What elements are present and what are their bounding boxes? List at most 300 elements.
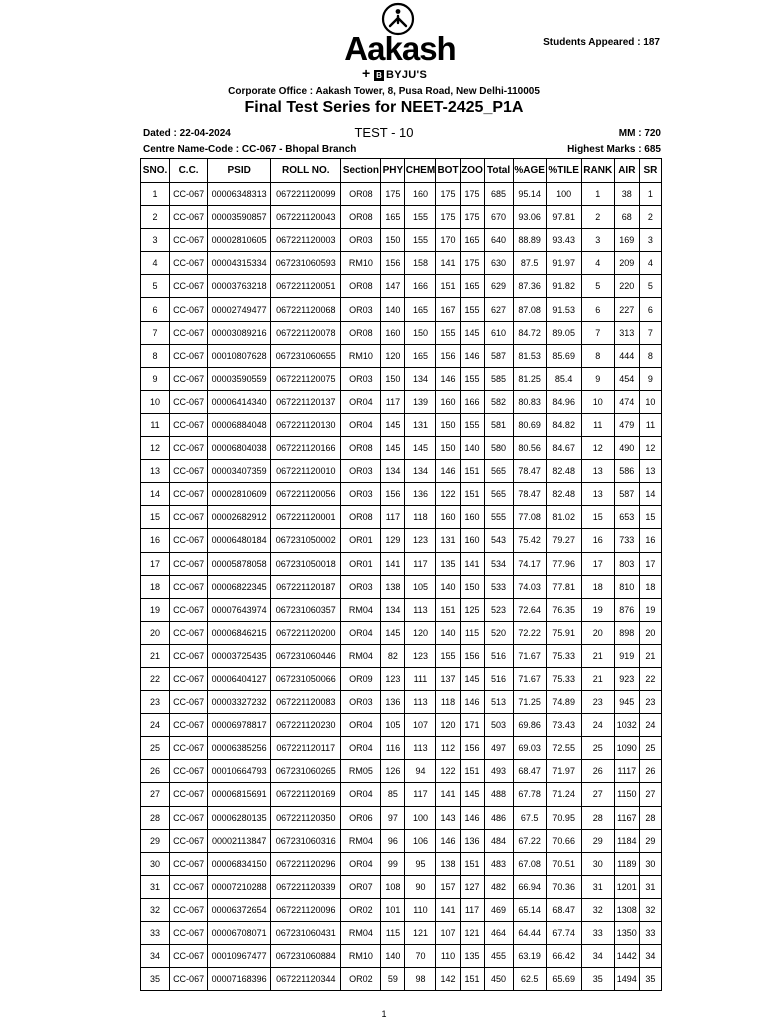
table-cell: 70.66 xyxy=(546,829,581,852)
table-cell: 27 xyxy=(639,783,661,806)
table-row xyxy=(141,483,662,506)
table-cell: 166 xyxy=(460,390,484,413)
table-cell: 26 xyxy=(639,760,661,783)
table-cell: 1117 xyxy=(614,760,639,783)
table-cell: OR04 xyxy=(341,413,381,436)
table-cell: 067231050002 xyxy=(271,529,341,552)
table-cell: CC-067 xyxy=(170,806,208,829)
table-cell: 067221120166 xyxy=(271,437,341,460)
table-cell: 156 xyxy=(381,252,405,275)
table-cell: 00006414340 xyxy=(208,390,271,413)
table-cell: 84.96 xyxy=(546,390,581,413)
column-header: PHY xyxy=(381,159,405,183)
table-cell: RM04 xyxy=(341,829,381,852)
table-cell: OR03 xyxy=(341,460,381,483)
column-header: SNO. xyxy=(141,159,170,183)
table-cell: 134 xyxy=(381,460,405,483)
table-cell: 146 xyxy=(460,691,484,714)
table-cell: OR08 xyxy=(341,206,381,229)
table-cell: 00003725435 xyxy=(208,644,271,667)
test-number: TEST - 10 xyxy=(354,125,414,140)
table-cell: 10 xyxy=(581,390,614,413)
table-cell: CC-067 xyxy=(170,575,208,598)
table-cell: 00003089216 xyxy=(208,321,271,344)
table-cell: OR03 xyxy=(341,367,381,390)
table-cell: 68.47 xyxy=(546,898,581,921)
table-cell: CC-067 xyxy=(170,737,208,760)
table-cell: RM04 xyxy=(341,644,381,667)
table-cell: 629 xyxy=(484,275,513,298)
table-cell: 138 xyxy=(436,852,460,875)
table-cell: 067221120096 xyxy=(271,898,341,921)
table-cell: 94 xyxy=(405,760,436,783)
table-cell: 13 xyxy=(581,483,614,506)
table-cell: 490 xyxy=(614,437,639,460)
table-cell: CC-067 xyxy=(170,437,208,460)
table-cell: 067231050018 xyxy=(271,552,341,575)
table-cell: 121 xyxy=(460,922,484,945)
table-cell: RM10 xyxy=(341,252,381,275)
table-cell: 71.25 xyxy=(513,691,546,714)
table-cell: CC-067 xyxy=(170,506,208,529)
table-cell: 146 xyxy=(436,829,460,852)
table-cell: 1308 xyxy=(614,898,639,921)
table-cell: 00003590559 xyxy=(208,367,271,390)
table-cell: 71.24 xyxy=(546,783,581,806)
table-cell: 75.91 xyxy=(546,621,581,644)
table-cell: 474 xyxy=(614,390,639,413)
table-cell: 22 xyxy=(639,667,661,690)
table-cell: 18 xyxy=(581,575,614,598)
table-cell: 27 xyxy=(141,783,170,806)
table-cell: 00006815691 xyxy=(208,783,271,806)
table-cell: 8 xyxy=(639,344,661,367)
table-cell: 96 xyxy=(381,829,405,852)
table-cell: 151 xyxy=(460,760,484,783)
table-cell: 13 xyxy=(141,460,170,483)
table-cell: OR01 xyxy=(341,529,381,552)
table-cell: RM05 xyxy=(341,760,381,783)
table-row xyxy=(141,390,662,413)
table-cell: 67.78 xyxy=(513,783,546,806)
table-cell: 91.97 xyxy=(546,252,581,275)
table-cell: CC-067 xyxy=(170,968,208,991)
table-cell: 523 xyxy=(484,598,513,621)
table-cell: 11 xyxy=(141,413,170,436)
table-cell: 898 xyxy=(614,621,639,644)
table-cell: 067231050066 xyxy=(271,667,341,690)
table-cell: 2 xyxy=(141,206,170,229)
table-cell: 26 xyxy=(581,760,614,783)
table-cell: 95 xyxy=(405,852,436,875)
table-cell: 105 xyxy=(381,714,405,737)
table-cell: CC-067 xyxy=(170,413,208,436)
table-cell: 146 xyxy=(436,367,460,390)
table-cell: 160 xyxy=(460,529,484,552)
table-cell: 120 xyxy=(381,344,405,367)
table-row xyxy=(141,413,662,436)
table-cell: 66.42 xyxy=(546,945,581,968)
table-cell: CC-067 xyxy=(170,552,208,575)
table-cell: OR08 xyxy=(341,275,381,298)
table-cell: 129 xyxy=(381,529,405,552)
table-cell: 79.27 xyxy=(546,529,581,552)
table-cell: 135 xyxy=(460,945,484,968)
column-header: Section xyxy=(341,159,381,183)
table-cell: 26 xyxy=(141,760,170,783)
table-row xyxy=(141,922,662,945)
table-cell: 64.44 xyxy=(513,922,546,945)
table-cell: 74.17 xyxy=(513,552,546,575)
table-cell: 87.36 xyxy=(513,275,546,298)
table-cell: 63.19 xyxy=(513,945,546,968)
table-cell: 24 xyxy=(581,714,614,737)
table-cell: CC-067 xyxy=(170,783,208,806)
table-cell: 75.33 xyxy=(546,667,581,690)
table-cell: OR09 xyxy=(341,667,381,690)
table-cell: 1350 xyxy=(614,922,639,945)
table-row xyxy=(141,898,662,921)
table-cell: 150 xyxy=(436,437,460,460)
table-cell: 17 xyxy=(639,552,661,575)
table-cell: 14 xyxy=(639,483,661,506)
table-cell: 145 xyxy=(460,667,484,690)
table-cell: 89.05 xyxy=(546,321,581,344)
table-cell: CC-067 xyxy=(170,321,208,344)
table-cell: 151 xyxy=(460,483,484,506)
table-cell: 107 xyxy=(436,922,460,945)
table-cell: 97.81 xyxy=(546,206,581,229)
table-cell: 155 xyxy=(405,229,436,252)
table-cell: 9 xyxy=(141,367,170,390)
table-cell: 113 xyxy=(405,691,436,714)
page-number: 1 xyxy=(381,1009,387,1019)
table-cell: 00006348313 xyxy=(208,183,271,206)
table-cell: CC-067 xyxy=(170,252,208,275)
table-cell: 147 xyxy=(381,275,405,298)
table-cell: 85.4 xyxy=(546,367,581,390)
table-cell: 156 xyxy=(436,344,460,367)
table-cell: 101 xyxy=(381,898,405,921)
table-cell: 12 xyxy=(581,437,614,460)
table-cell: OR04 xyxy=(341,714,381,737)
table-cell: 444 xyxy=(614,344,639,367)
table-cell: 77.08 xyxy=(513,506,546,529)
table-cell: 76.35 xyxy=(546,598,581,621)
table-cell: 67.22 xyxy=(513,829,546,852)
table-cell: 134 xyxy=(381,598,405,621)
table-cell: 15 xyxy=(581,506,614,529)
table-cell: 97 xyxy=(381,806,405,829)
table-cell: OR08 xyxy=(341,506,381,529)
table-cell: CC-067 xyxy=(170,229,208,252)
table-cell: 29 xyxy=(141,829,170,852)
table-cell: 165 xyxy=(405,298,436,321)
column-header: BOT xyxy=(436,159,460,183)
table-cell: 00006708071 xyxy=(208,922,271,945)
table-cell: 146 xyxy=(460,344,484,367)
table-cell: 516 xyxy=(484,644,513,667)
table-cell: 38 xyxy=(614,183,639,206)
table-cell: 733 xyxy=(614,529,639,552)
table-cell: 135 xyxy=(436,552,460,575)
table-cell: 25 xyxy=(639,737,661,760)
table-cell: 166 xyxy=(405,275,436,298)
table-cell: 067221120200 xyxy=(271,621,341,644)
table-cell: 150 xyxy=(405,321,436,344)
table-row xyxy=(141,252,662,275)
table-cell: 127 xyxy=(460,875,484,898)
table-row xyxy=(141,621,662,644)
results-table-body xyxy=(141,183,662,991)
table-cell: 23 xyxy=(639,691,661,714)
logo-plus: + xyxy=(362,65,371,81)
table-cell: OR04 xyxy=(341,621,381,644)
table-cell: 00002682912 xyxy=(208,506,271,529)
table-cell: 139 xyxy=(405,390,436,413)
table-cell: 160 xyxy=(436,390,460,413)
table-cell: 134 xyxy=(405,367,436,390)
table-cell: OR03 xyxy=(341,298,381,321)
table-cell: 464 xyxy=(484,922,513,945)
table-cell: 160 xyxy=(460,506,484,529)
table-cell: 151 xyxy=(460,968,484,991)
table-cell: 067221120137 xyxy=(271,390,341,413)
table-cell: 067221120117 xyxy=(271,737,341,760)
table-cell: 28 xyxy=(141,806,170,829)
column-header: CHEM xyxy=(405,159,436,183)
table-cell: 455 xyxy=(484,945,513,968)
table-cell: 1494 xyxy=(614,968,639,991)
table-cell: 141 xyxy=(460,552,484,575)
table-cell: 68 xyxy=(614,206,639,229)
column-header: RANK xyxy=(581,159,614,183)
table-cell: 1150 xyxy=(614,783,639,806)
table-cell: 067221120169 xyxy=(271,783,341,806)
table-cell: CC-067 xyxy=(170,183,208,206)
table-cell: 067231060446 xyxy=(271,644,341,667)
table-cell: 067231060265 xyxy=(271,760,341,783)
table-cell: 587 xyxy=(484,344,513,367)
table-cell: 33 xyxy=(141,922,170,945)
table-cell: 00003407359 xyxy=(208,460,271,483)
table-cell: 121 xyxy=(405,922,436,945)
table-cell: 115 xyxy=(381,922,405,945)
table-cell: 91.53 xyxy=(546,298,581,321)
table-cell: 150 xyxy=(381,229,405,252)
table-cell: 95.14 xyxy=(513,183,546,206)
table-cell: 156 xyxy=(460,737,484,760)
table-cell: 100 xyxy=(546,183,581,206)
table-cell: 00003763218 xyxy=(208,275,271,298)
table-cell: 30 xyxy=(639,852,661,875)
table-cell: 150 xyxy=(460,575,484,598)
table-cell: 123 xyxy=(405,644,436,667)
table-cell: 77.81 xyxy=(546,575,581,598)
table-cell: 1201 xyxy=(614,875,639,898)
table-cell: OR04 xyxy=(341,737,381,760)
table-cell: 486 xyxy=(484,806,513,829)
table-cell: 067221120051 xyxy=(271,275,341,298)
table-cell: 00006804038 xyxy=(208,437,271,460)
table-cell: CC-067 xyxy=(170,529,208,552)
table-cell: 1184 xyxy=(614,829,639,852)
table-cell: 145 xyxy=(381,437,405,460)
table-cell: 670 xyxy=(484,206,513,229)
table-row xyxy=(141,852,662,875)
table-cell: CC-067 xyxy=(170,898,208,921)
table-cell: 067221120056 xyxy=(271,483,341,506)
table-cell: 00002810605 xyxy=(208,229,271,252)
table-cell: 00006834150 xyxy=(208,852,271,875)
table-cell: RM10 xyxy=(341,945,381,968)
table-cell: 151 xyxy=(436,275,460,298)
table-cell: 138 xyxy=(381,575,405,598)
table-cell: 582 xyxy=(484,390,513,413)
table-cell: 81.02 xyxy=(546,506,581,529)
table-cell: 167 xyxy=(436,298,460,321)
table-cell: 34 xyxy=(581,945,614,968)
table-cell: 067221120187 xyxy=(271,575,341,598)
table-cell: 00006404127 xyxy=(208,667,271,690)
table-cell: 11 xyxy=(639,413,661,436)
table-cell: 313 xyxy=(614,321,639,344)
table-cell: OR04 xyxy=(341,390,381,413)
table-cell: 93.06 xyxy=(513,206,546,229)
table-cell: 117 xyxy=(405,552,436,575)
table-cell: OR08 xyxy=(341,437,381,460)
table-cell: 117 xyxy=(460,898,484,921)
table-cell: 136 xyxy=(381,691,405,714)
table-cell: 00010664793 xyxy=(208,760,271,783)
table-cell: CC-067 xyxy=(170,598,208,621)
table-cell: 156 xyxy=(460,644,484,667)
table-cell: 13 xyxy=(581,460,614,483)
table-cell: 10 xyxy=(639,390,661,413)
table-cell: 160 xyxy=(405,183,436,206)
table-cell: OR07 xyxy=(341,875,381,898)
table-cell: 87.08 xyxy=(513,298,546,321)
table-cell: 143 xyxy=(436,806,460,829)
table-cell: 70.36 xyxy=(546,875,581,898)
table-cell: 24 xyxy=(141,714,170,737)
table-cell: 627 xyxy=(484,298,513,321)
table-cell: 72.22 xyxy=(513,621,546,644)
table-cell: 00007643974 xyxy=(208,598,271,621)
table-cell: 067231060884 xyxy=(271,945,341,968)
table-cell: 00007168396 xyxy=(208,968,271,991)
table-cell: 29 xyxy=(639,829,661,852)
table-row xyxy=(141,506,662,529)
byjus-box-icon: B xyxy=(374,70,384,81)
table-cell: 1442 xyxy=(614,945,639,968)
table-cell: 580 xyxy=(484,437,513,460)
table-cell: 6 xyxy=(141,298,170,321)
students-appeared: Students Appeared : 187 xyxy=(543,37,660,48)
table-cell: 00006846215 xyxy=(208,621,271,644)
table-cell: RM04 xyxy=(341,598,381,621)
table-cell: 71.67 xyxy=(513,644,546,667)
table-cell: 82 xyxy=(381,644,405,667)
table-cell: 00006978817 xyxy=(208,714,271,737)
table-cell: 155 xyxy=(460,413,484,436)
table-row xyxy=(141,829,662,852)
table-cell: 7 xyxy=(581,321,614,344)
table-cell: 00006372654 xyxy=(208,898,271,921)
table-cell: 4 xyxy=(581,252,614,275)
table-cell: 62.5 xyxy=(513,968,546,991)
table-cell: 534 xyxy=(484,552,513,575)
table-cell: 78.47 xyxy=(513,483,546,506)
table-cell: 513 xyxy=(484,691,513,714)
table-cell: 110 xyxy=(405,898,436,921)
table-cell: 31 xyxy=(141,875,170,898)
table-cell: 516 xyxy=(484,667,513,690)
table-cell: 5 xyxy=(639,275,661,298)
table-row xyxy=(141,229,662,252)
table-cell: CC-067 xyxy=(170,829,208,852)
table-cell: 157 xyxy=(436,875,460,898)
table-row xyxy=(141,737,662,760)
table-cell: 145 xyxy=(460,783,484,806)
table-cell: CC-067 xyxy=(170,760,208,783)
table-cell: 067231060316 xyxy=(271,829,341,852)
table-cell: 876 xyxy=(614,598,639,621)
table-cell: 23 xyxy=(141,691,170,714)
table-cell: 31 xyxy=(639,875,661,898)
table-cell: 27 xyxy=(581,783,614,806)
table-cell: 533 xyxy=(484,575,513,598)
table-cell: 100 xyxy=(405,806,436,829)
table-cell: 131 xyxy=(405,413,436,436)
table-cell: 484 xyxy=(484,829,513,852)
table-cell: 99 xyxy=(381,852,405,875)
table-cell: 067231060431 xyxy=(271,922,341,945)
table-cell: 122 xyxy=(436,483,460,506)
table-cell: 00002810609 xyxy=(208,483,271,506)
table-cell: 91.82 xyxy=(546,275,581,298)
table-cell: 5 xyxy=(581,275,614,298)
table-cell: 165 xyxy=(460,229,484,252)
table-row xyxy=(141,298,662,321)
table-cell: 20 xyxy=(141,621,170,644)
table-cell: CC-067 xyxy=(170,298,208,321)
table-cell: 1 xyxy=(581,183,614,206)
table-cell: 170 xyxy=(436,229,460,252)
table-cell: 84.72 xyxy=(513,321,546,344)
table-cell: 9 xyxy=(639,367,661,390)
table-cell: 16 xyxy=(141,529,170,552)
table-cell: 150 xyxy=(381,367,405,390)
table-row xyxy=(141,968,662,991)
table-cell: 067221120043 xyxy=(271,206,341,229)
table-cell: 81.25 xyxy=(513,367,546,390)
table-cell: 067231060655 xyxy=(271,344,341,367)
table-cell: 113 xyxy=(405,737,436,760)
table-cell: 5 xyxy=(141,275,170,298)
table-cell: 111 xyxy=(405,667,436,690)
table-cell: 80.83 xyxy=(513,390,546,413)
table-cell: 220 xyxy=(614,275,639,298)
table-cell: 160 xyxy=(436,506,460,529)
table-cell: CC-067 xyxy=(170,852,208,875)
table-cell: OR03 xyxy=(341,229,381,252)
table-cell: 165 xyxy=(381,206,405,229)
table-cell: 685 xyxy=(484,183,513,206)
table-cell: 13 xyxy=(639,460,661,483)
table-cell: 493 xyxy=(484,760,513,783)
table-cell: 810 xyxy=(614,575,639,598)
